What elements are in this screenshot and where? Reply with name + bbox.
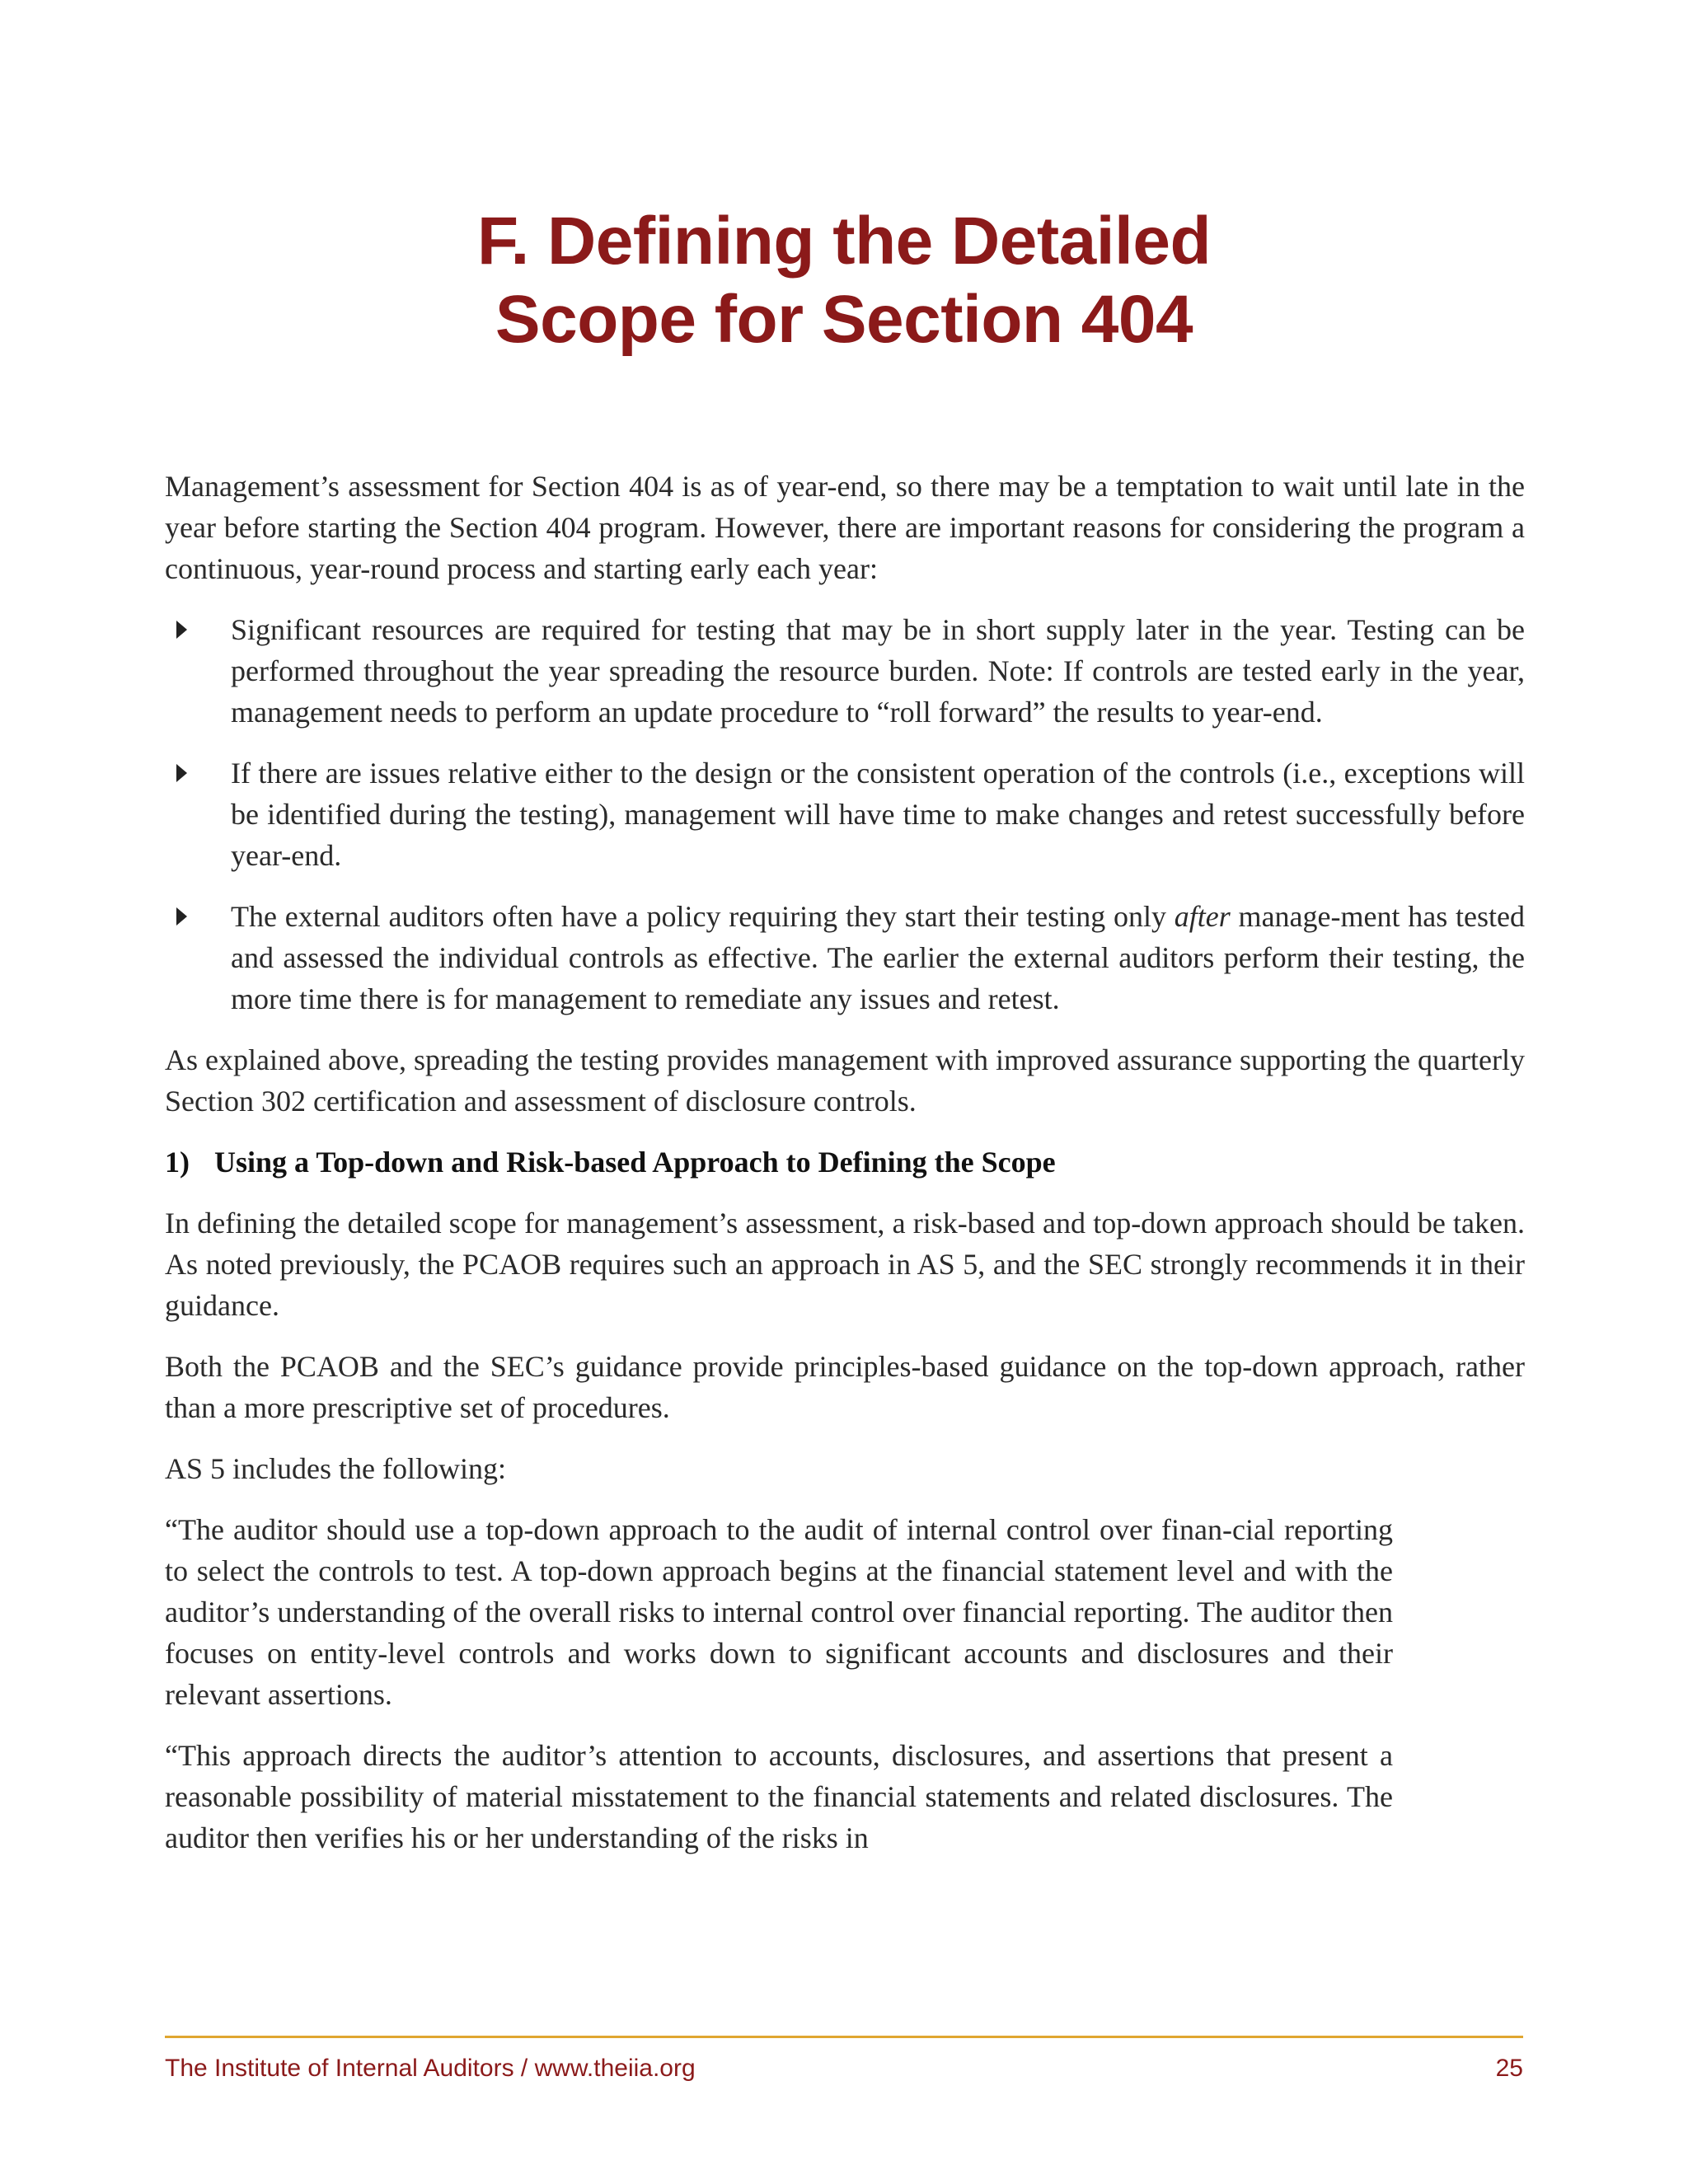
paragraph: In defining the detailed scope for management’s assessment, a risk-based and top-down approach should be taken. As noted previously, the PCAOB requires such an approach in AS 5, and the SEC strongly recommends it in their guidance. [165,1207,1525,1322]
bullet-text-start: The external auditors often have a policy requiring they start their testing only [231,900,1175,933]
triangle-bullet-icon [176,621,187,639]
bullet-item [165,896,1525,1019]
bullet-text: Significant resources are required for testing that may be in short supply later in the year. Testing can be performed throughout the year spreading the resource burden. Note: If controls are tested early in the year, management needs to perform an update procedure to “roll forward” the results to year-end. [231,613,1525,729]
section-heading-number: 1) [165,1146,190,1179]
bullet-text-end: manage-ment has tested and assessed the individual controls as effective. The earlier the external auditors perform their testing, the more time there is for management to remediate any issues and retest. [231,900,1525,1015]
paragraph-after-bullets: As explained above, spreading the testing provides management with improved assurance supporting the quarterly Section 302 certification and assessment of disclosure controls. [165,1043,1525,1118]
body-text [165,466,1525,1878]
bullet-item [165,609,1525,733]
section-heading-text: Using a Top-down and Risk-based Approach to Defining the Scope [214,1146,1056,1179]
page-title [165,202,1523,359]
bullet-list [165,609,1525,1019]
bullet-text: If there are issues relative either to the design or the consistent operation of the controls (i.e., exceptions will be identified during the testing), management will have time to make changes and retest successfully before year-end. [231,757,1525,872]
bullet-emphasis: after [1174,900,1231,933]
paragraph: Both the PCAOB and the SEC’s guidance provide principles-based guidance on the top-down approach, rather than a more prescriptive set of procedures. [165,1350,1525,1424]
page-number: 25 [1495,2055,1523,2082]
title-line-2: Scope for Section 404 [495,282,1193,357]
block-quote: “The auditor should use a top-down approach to the audit of internal control over finan-cial reporting to select the controls to test. A top-down approach begins at the financial statement level and with the auditor’s understanding of the overall risks to internal control over financial reporting. The auditor then focuses on entity-level controls and works down to significant accounts and disclosures and their relevant assertions. [165,1513,1393,1711]
triangle-bullet-icon [176,907,187,926]
footer-rule [165,2036,1523,2038]
intro-paragraph: Management’s assessment for Section 404 is as of year-end, so there may be a temptation to wait until late in the year before starting the Section 404 program. However, there are important reasons for considering the program a continuous, year-round process and starting early each year: [165,470,1525,585]
block-quote: “This approach directs the auditor’s attention to accounts, disclosures, and assertions that present a reasonable possibility of material misstatement to the financial statements and related disclosures. The auditor then verifies his or her understanding of the risks in [165,1739,1393,1854]
section-heading [165,1141,1525,1183]
paragraph: AS 5 includes the following: [165,1452,506,1485]
title-line-1: F. Defining the Detailed [476,204,1212,279]
triangle-bullet-icon [176,764,187,782]
footer-source: The Institute of Internal Auditors / www.theiia.org [165,2055,696,2082]
bullet-item [165,752,1525,876]
